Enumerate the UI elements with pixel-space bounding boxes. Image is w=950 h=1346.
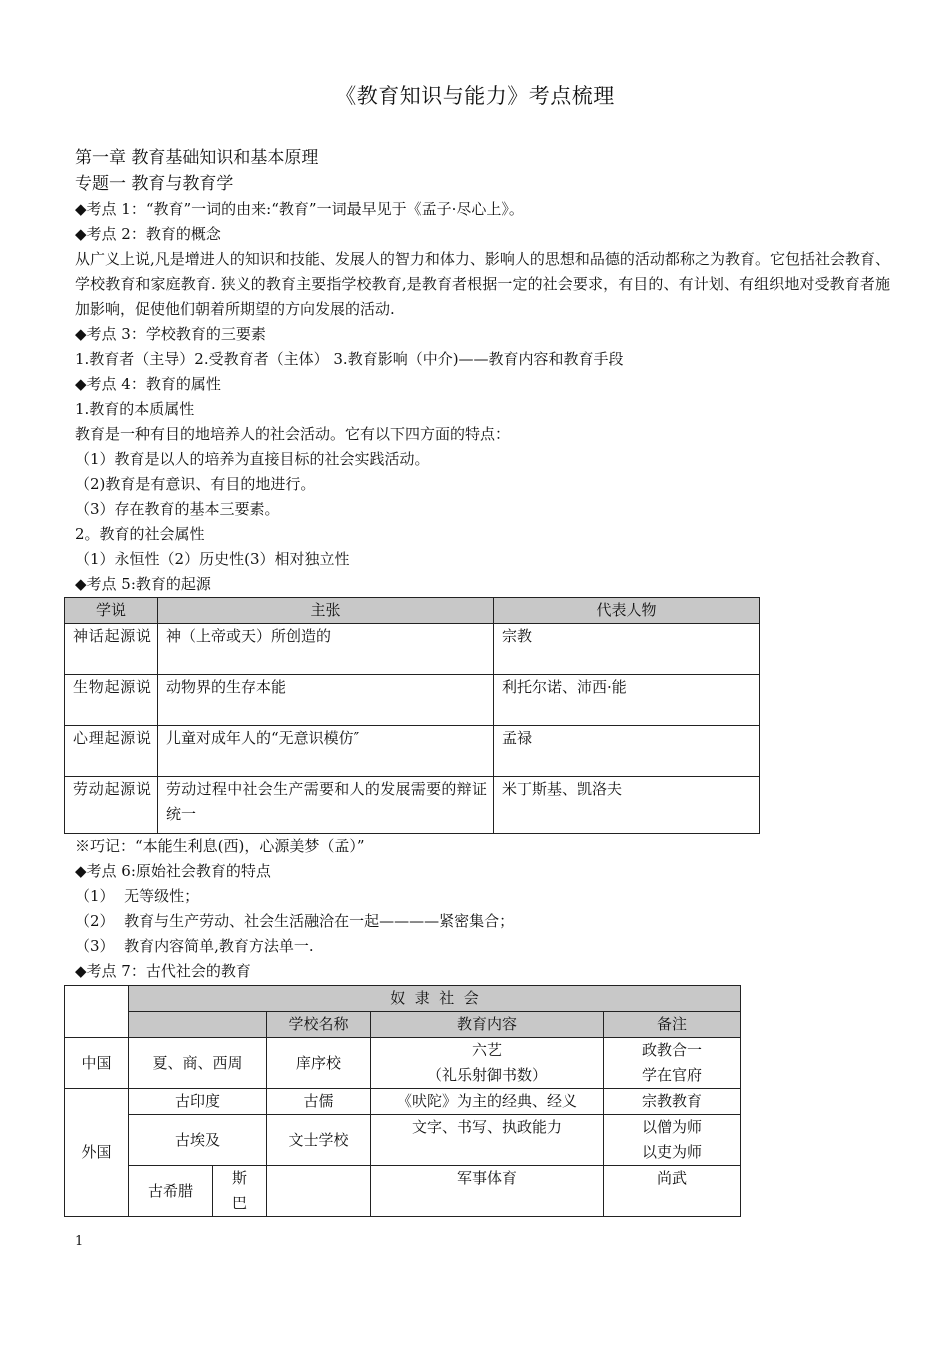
subregion-cell: 斯巴 (213, 1166, 267, 1217)
country-cell: 古印度 (129, 1089, 267, 1115)
region-cell: 外国 (65, 1089, 129, 1217)
column-header: 学校名称 (267, 1012, 371, 1038)
table-row (65, 1115, 741, 1166)
content-cell: 文字、书写、执政能力 (371, 1115, 604, 1166)
representative-cell: 宗教 (494, 624, 760, 675)
representative-cell: 利托尔诺、沛西·能 (494, 675, 760, 726)
point-6-heading: ◆考点 6:原始社会教育的特点 (75, 862, 271, 880)
table-row (65, 777, 760, 834)
society-header: 奴 隶 社 会 (129, 986, 741, 1012)
primitive-feature-1: （1） 无等级性； (75, 887, 200, 905)
chapter-heading: 第一章 教育基础知识和基本原理 (75, 148, 319, 168)
table-row (65, 675, 760, 726)
page-number: 1 (75, 1234, 84, 1249)
ancient-education-table (64, 985, 741, 1217)
school-cell: 庠序校 (267, 1038, 371, 1089)
school-cell (267, 1166, 371, 1217)
table-row (65, 1038, 741, 1089)
point-7-heading: ◆考点 7：古代社会的教育 (75, 962, 251, 980)
content-note: （礼乐射御书数） (426, 1066, 547, 1084)
social-attribute-items: （1）永恒性（2）历史性(3）相对独立性 (75, 550, 350, 568)
point-1: ◆考点 1：“教育”一词的由来:“教育”一词最早见于《孟子·尽心上》。 (75, 200, 524, 218)
content-cell: 军事体育 (371, 1166, 604, 1217)
point-4-heading: ◆考点 4：教育的属性 (75, 375, 221, 393)
topic-heading: 专题一 教育与教育学 (75, 173, 234, 194)
point-5-heading: ◆考点 5:教育的起源 (75, 575, 211, 593)
origin-table (64, 597, 760, 834)
table-row (65, 1089, 741, 1115)
remark-cell: 尚武 (604, 1166, 741, 1217)
representative-cell: 米丁斯基、凯洛夫 (494, 777, 760, 834)
claim-cell: 神（上帝或天）所创造的 (158, 624, 494, 675)
column-header: 学说 (65, 598, 158, 624)
region-cell: 中国 (65, 1038, 129, 1089)
column-header: 代表人物 (494, 598, 760, 624)
essential-desc: 教育是一种有目的地培养人的社会活动。它有以下四方面的特点： (75, 425, 511, 443)
claim-cell: 儿童对成年人的“无意识模仿″ (158, 726, 494, 777)
table-header-row (65, 1012, 741, 1038)
remark-line: 学在官府 (642, 1066, 703, 1084)
feature-3: （3）存在教育的基本三要素。 (75, 500, 280, 518)
country-cell: 古希腊 (129, 1166, 213, 1217)
theory-cell: 神话起源说 (65, 624, 158, 675)
column-header: 备注 (604, 1012, 741, 1038)
period-cell: 夏、商、西周 (129, 1038, 267, 1089)
remark-cell: 宗教教育 (604, 1089, 741, 1115)
essential-attribute: 1.教育的本质属性 (75, 400, 195, 418)
country-cell: 古埃及 (129, 1115, 267, 1166)
content-cell (371, 1038, 604, 1089)
three-elements: 1.教育者（主导）2.受教育者（主体） 3.教育影响（中介)——教育内容和教育手段 (75, 350, 624, 368)
blank-header (129, 1012, 267, 1038)
column-header: 主张 (158, 598, 494, 624)
theory-cell: 劳动起源说 (65, 777, 158, 834)
remark-cell (604, 1038, 741, 1089)
table-row (65, 726, 760, 777)
document-title: 《教育知识与能力》考点梳理 (335, 84, 615, 108)
remark-line: 以吏为师 (642, 1143, 703, 1161)
representative-cell: 孟禄 (494, 726, 760, 777)
school-cell: 古儒 (267, 1089, 371, 1115)
feature-1: （1）教育是以人的培养为直接目标的社会实践活动。 (75, 450, 430, 468)
theory-cell: 生物起源说 (65, 675, 158, 726)
table-row (65, 624, 760, 675)
remark-line: 以僧为师 (642, 1118, 703, 1136)
feature-2: （2)教育是有意识、有目的地进行。 (75, 475, 316, 493)
point-3-heading: ◆考点 3：学校教育的三要素 (75, 325, 266, 343)
column-header: 教育内容 (371, 1012, 604, 1038)
education-definition: 从广义上说,凡是增进人的知识和技能、发展人的智力和体力、影响人的思想和品德的活动都称之为教育。它包括社会教育、学校教育和家庭教育. 狭义的教育主要指学校教育,是教育者根据一定的社会要求，有目的、有计划、有组织地对受教育者施加影响，促使他们朝着所期望的方向发展的活动. (75, 250, 890, 318)
table-header-row (65, 598, 760, 624)
remark-cell (604, 1115, 741, 1166)
theory-cell: 心理起源说 (65, 726, 158, 777)
claim-cell: 动物界的生存本能 (158, 675, 494, 726)
content-main: 六艺 (471, 1041, 502, 1059)
social-attribute: 2。教育的社会属性 (75, 525, 205, 543)
remark-line: 政教合一 (642, 1041, 703, 1059)
claim-cell: 劳动过程中社会生产需要和人的发展需要的辩证统一 (158, 777, 494, 834)
corner-cell (65, 986, 129, 1038)
primitive-feature-3: （3） 教育内容简单,教育方法单一. (75, 937, 314, 955)
point-2-heading: ◆考点 2：教育的概念 (75, 225, 221, 243)
society-row (65, 986, 741, 1012)
table-row (65, 1166, 741, 1217)
mnemonic: ※巧记：“本能生利息(西)，心源美梦（孟）” (75, 837, 365, 855)
content-cell: 《吠陀》为主的经典、经义 (371, 1089, 604, 1115)
school-cell: 文士学校 (267, 1115, 371, 1166)
primitive-feature-2: （2） 教育与生产劳动、社会生活融洽在一起————紧密集合； (75, 912, 515, 930)
document-body (75, 146, 890, 1217)
